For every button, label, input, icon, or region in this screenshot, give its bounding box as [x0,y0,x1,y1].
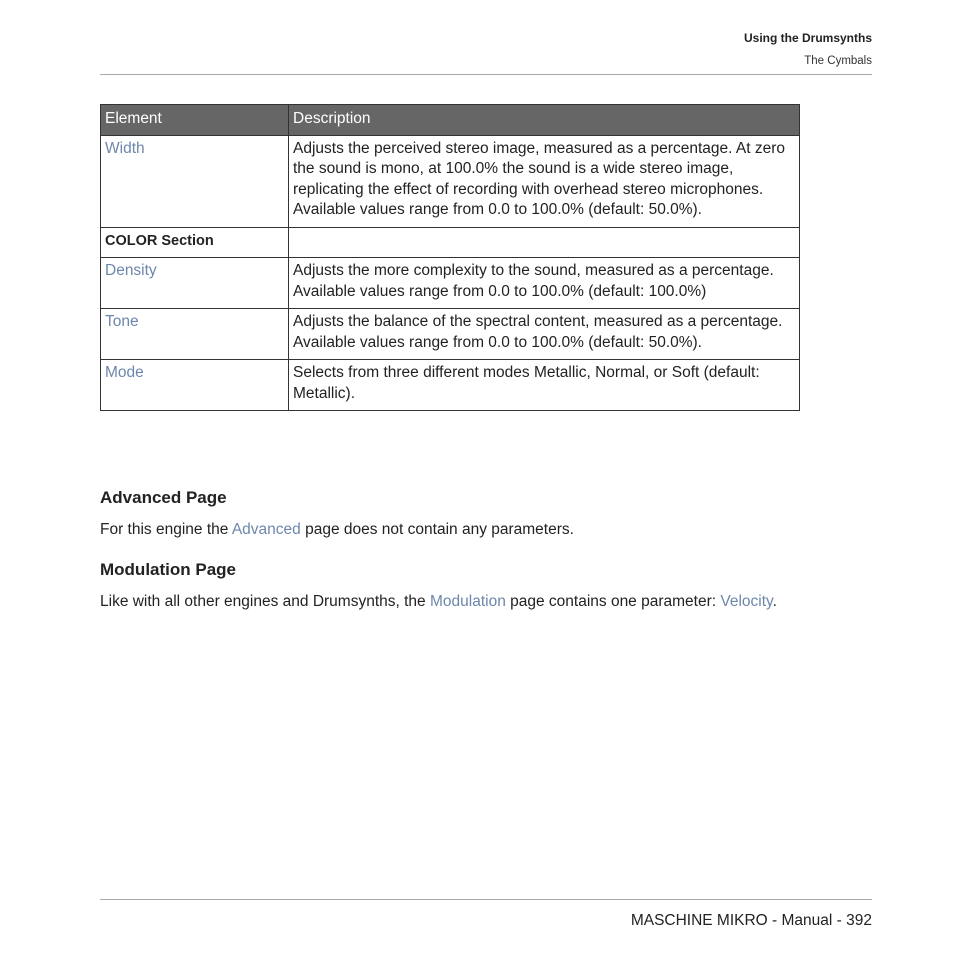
table-row [101,135,800,227]
table-row [101,360,800,411]
table-header-element: Element [101,105,289,136]
section-label: COLOR Section [101,227,289,258]
table-cell-description: Adjusts the more complexity to the sound, measured as a percentage. Available values range from 0.0 to 100.0% (default: 100.0%) [289,258,800,309]
element-link-density[interactable]: Density [105,262,157,279]
paragraph-text: For this engine the [100,521,232,538]
table-cell-description: Adjusts the balance of the spectral content, measured as a percentage. Available values range from 0.0 to 100.0% (default: 50.0%). [289,309,800,360]
advanced-link[interactable]: Advanced [231,521,301,538]
running-header-section: The Cymbals [804,55,872,67]
velocity-link[interactable]: Velocity [720,593,773,610]
running-header-chapter: Using the Drumsynths [743,31,872,45]
table-cell-description: Selects from three different modes Metallic, Normal, or Soft (default: Metallic). [289,360,800,411]
modulation-page-paragraph [100,592,800,613]
table-row [101,309,800,360]
table-section-row [101,227,800,258]
advanced-page-heading: Advanced Page [100,488,227,507]
table-cell-element [101,360,289,411]
table-row [101,258,800,309]
element-link-tone[interactable]: Tone [105,313,139,330]
table-cell-description: Adjusts the perceived stereo image, measured as a percentage. At zero the sound is mono, at 100.0% the sound is a wide stereo image, replicating the effect of recording with overhead stereo microphones. Available values range from 0.0 to 100.0% (default: 50.0%). [289,135,800,227]
header-divider [100,74,872,75]
modulation-link[interactable]: Modulation [429,593,506,610]
table-cell-element [101,135,289,227]
element-link-width[interactable]: Width [105,139,145,157]
table-cell-element [101,258,289,309]
advanced-page-paragraph [100,520,800,541]
paragraph-text: page does not contain any parameters. [300,521,574,538]
table-header-row [101,105,800,136]
modulation-page-heading: Modulation Page [100,560,236,579]
paragraph-text: . [772,593,777,610]
table-header-description: Description [289,105,800,136]
table-cell-empty [289,227,800,258]
paragraph-text: page contains one parameter: [505,593,721,610]
footer-divider [100,899,872,900]
table-cell-element [101,309,289,360]
paragraph-text: Like with all other engines and Drumsynths, the [100,593,430,610]
parameter-table [100,104,800,411]
element-link-mode[interactable]: Mode [105,364,144,381]
page-footer: MASCHINE MIKRO - Manual - 392 [630,912,872,929]
